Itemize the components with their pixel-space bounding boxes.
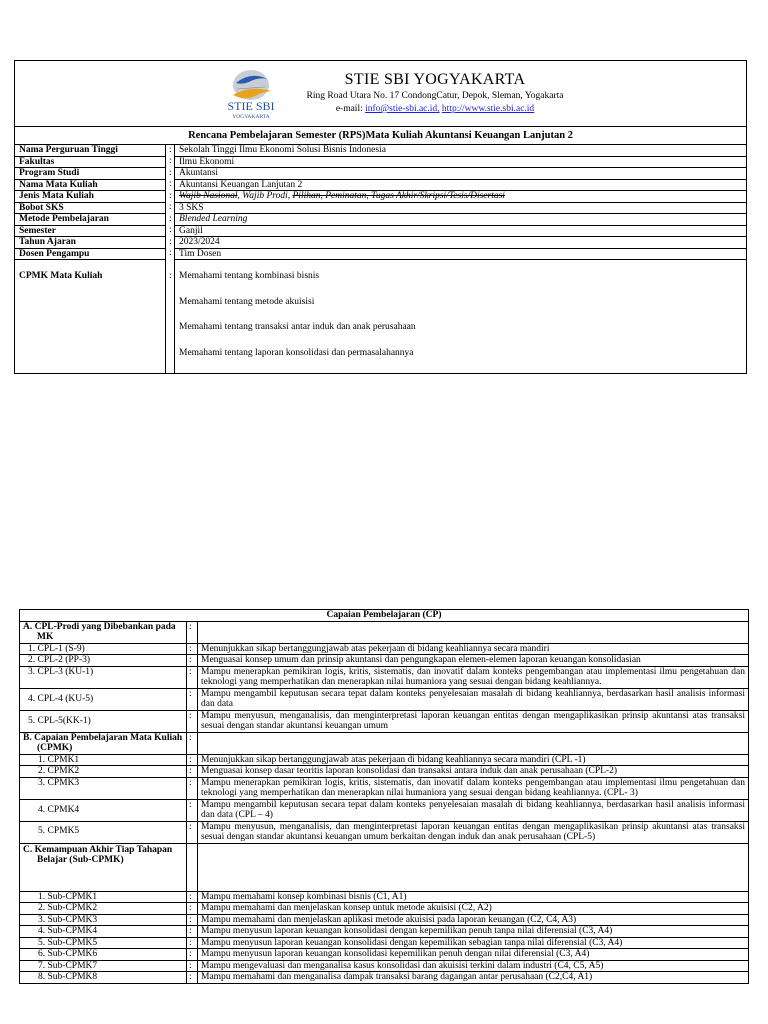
- course-type-struck: Pilihan, Peminatan, Tugas Akhir/Skripsi/Tesis/Disertasi: [292, 191, 505, 201]
- svg-text:YOGYAKARTA: YOGYAKARTA: [232, 114, 270, 120]
- cpmk-row: [20, 777, 749, 799]
- colon: :: [166, 214, 175, 226]
- info-value: Akuntansi: [175, 168, 747, 180]
- colon: :: [166, 179, 175, 191]
- sub-cpmk-label: 5. Sub-CPMK5: [20, 937, 187, 949]
- sub-cpmk-row: [20, 937, 749, 949]
- sub-cpmk-row: [20, 926, 749, 938]
- colon: :: [166, 248, 175, 260]
- section-row: [20, 732, 749, 754]
- cpmk-text: Mampu menyusun, menganalisis, dan menginterpretasi laporan keuangan entitas dengan mengaplikasikan prinsip akuntansi atas transaksi sesuai dengan standar akuntansi keuangan umum berkaitan dengan induk dan anak perusahaan (CPL-5): [198, 821, 749, 843]
- cpmk-label: 2. CPMK2: [20, 766, 187, 778]
- cp-heading: Capaian Pembelajaran (CP): [20, 610, 749, 622]
- sub-cpmk-label: 7. Sub-CPMK7: [20, 960, 187, 972]
- info-value: Sekolah Tinggi Ilmu Ekonomi Solusi Bisnis Indonesia: [175, 145, 747, 156]
- sub-cpmk-text: Mampu mengevaluasi dan menganalisa kasus konsolidasi dan akuisisi terkini dalam industri (C4, C5, A5): [198, 960, 749, 972]
- svg-text:STIE SBI: STIE SBI: [227, 99, 275, 113]
- colon: :: [166, 156, 175, 168]
- cpl-row: [20, 688, 749, 710]
- info-row: [15, 191, 746, 203]
- email-label: e-mail:: [335, 104, 363, 114]
- cpl-text: Menguasai konsep umum dan prinsip akuntansi dan pengungkapan elemen-elemen laporan keuangan konsolidasian: [198, 655, 749, 667]
- cpl-text: Menunjukkan sikap bertanggungjawab atas pekerjaan di bidang keahliannya secara mandiri: [198, 643, 749, 655]
- cpmk-mk-list: [175, 260, 747, 374]
- learning-outcomes-table: [19, 609, 749, 984]
- info-row: [15, 248, 746, 260]
- cpl-text: Mampu menerapkan pemikiran logis, kritis, sistematis, dan inovatif dalam konteks pengembangan atau implementasi ilmu pengetahuan dan teknologi yang memperhatikan dan menerapkan nilai humaniora yang sesuai dengan bidang keahliannya.: [198, 666, 749, 688]
- section-a-title: A. CPL-Prodi yang Dibebankan pada MK: [20, 621, 187, 643]
- sub-cpmk-text: Mampu menyusun laporan keuangan konsolidasi dengan kepemilikan sebagian tanpa nilai diferensial (C3, A4): [198, 937, 749, 949]
- info-key: Nama Mata Kuliah: [15, 179, 166, 191]
- school-name: STIE SBI YOGYAKARTA: [344, 71, 526, 88]
- info-value: 2023/2024: [175, 237, 747, 249]
- cpmk-label: 3. CPMK3: [20, 777, 187, 799]
- course-type-selected: , Wajib Prodi,: [237, 191, 293, 201]
- cpmk-label: 5. CPMK5: [20, 821, 187, 843]
- sub-cpmk-text: Mampu memahami dan menjelaskan aplikasi metode akuisisi pada laporan keuangan (C2, C4, A3): [198, 914, 749, 926]
- section-row: [20, 621, 749, 643]
- info-row: [15, 237, 746, 249]
- colon: :: [187, 914, 198, 926]
- website-link[interactable]: http://www.stie.sbi.ac.id: [441, 104, 535, 114]
- info-key: Nama Perguruan Tinggi: [15, 145, 166, 156]
- sub-cpmk-row: [20, 960, 749, 972]
- colon: :: [166, 260, 175, 374]
- colon: :: [187, 710, 198, 732]
- cpmk-mk-item: Memahami tentang laporan konsolidasi dan permasalahannya: [179, 347, 414, 358]
- cpl-text: Mampu menyusun, menganalisis, dan menginterpretasi laporan keuangan entitas dengan mengaplikasikan prinsip akuntansi atas transaksi sesuai dengan standar akuntansi keuangan umum: [198, 710, 749, 732]
- sub-cpmk-label: 1. Sub-CPMK1: [20, 891, 187, 903]
- course-info-table: [15, 145, 746, 373]
- sub-cpmk-row: [20, 914, 749, 926]
- cpmk-mk-item: Memahami tentang metode akuisisi: [179, 296, 315, 307]
- colon: :: [187, 821, 198, 843]
- info-key: Semester: [15, 225, 166, 237]
- info-key: Program Studi: [15, 168, 166, 180]
- colon: :: [187, 949, 198, 961]
- cpl-row: [20, 655, 749, 667]
- info-row: [15, 225, 746, 237]
- stie-sbi-logo: [215, 65, 287, 123]
- colon: :: [187, 621, 198, 643]
- cpmk-text: Mampu mengambil keputusan secara tepat dalam konteks penyelesaian masalah di bidang keahliannya, berdasarkan hasil analisis informasi dan data (CPL – 4): [198, 799, 749, 821]
- info-row: [15, 214, 746, 226]
- sub-cpmk-label: 3. Sub-CPMK3: [20, 914, 187, 926]
- sub-cpmk-label: 4. Sub-CPMK4: [20, 926, 187, 938]
- info-value: Ilmu Ekonomi: [175, 156, 747, 168]
- info-row: [15, 156, 746, 168]
- info-value: Akuntansi Keuangan Lanjutan 2: [175, 179, 747, 191]
- colon: :: [187, 655, 198, 667]
- cpl-label: 4. CPL-4 (KU-5): [20, 688, 187, 710]
- sub-cpmk-label: 2. Sub-CPMK2: [20, 903, 187, 915]
- sub-cpmk-label: 6. Sub-CPMK6: [20, 949, 187, 961]
- section-row: [20, 843, 749, 891]
- colon: :: [187, 972, 198, 984]
- sub-cpmk-label: 8. Sub-CPMK8: [20, 972, 187, 984]
- info-value: Blended Learning: [175, 214, 747, 226]
- colon: :: [166, 191, 175, 203]
- sub-cpmk-text: Mampu memahami konsep kombinasi bisnis (C1, A1): [198, 891, 749, 903]
- colon: :: [187, 937, 198, 949]
- cpmk-text: Mampu menerapkan pemikiran logis, kritis, sistematis, dan inovatif dalam konteks pengembangan atau implementasi ilmu pengetahuan dan teknologi yang memperhatikan dan menerapkan nilai humaniora yang sesuai dengan bidang keahliannya. (CPL- 3): [198, 777, 749, 799]
- sub-cpmk-row: [20, 972, 749, 984]
- school-contact: [285, 103, 585, 115]
- info-key: Fakultas: [15, 156, 166, 168]
- cpmk-row: [20, 754, 749, 766]
- rps-header-table: [14, 60, 747, 374]
- info-key: Jenis Mata Kuliah: [15, 191, 166, 203]
- cpmk-row: [20, 821, 749, 843]
- document-title: Rencana Pembelajaran Semester (RPS)Mata Kuliah Akuntansi Keuangan Lanjutan 2: [15, 127, 746, 145]
- course-type-struck: Wajib Nasional: [179, 191, 238, 201]
- info-key: Tahun Ajaran: [15, 237, 166, 249]
- institution-header: [15, 61, 746, 127]
- info-value: Ganjil: [175, 225, 747, 237]
- colon: :: [187, 688, 198, 710]
- cpmk-text: Menunjukkan sikap bertanggungjawab atas pekerjaan di bidang keahliannya secara mandiri (CPL -1): [198, 754, 749, 766]
- cpl-label: 2. CPL-2 (PP-3): [20, 655, 187, 667]
- colon: :: [187, 666, 198, 688]
- colon: :: [187, 799, 198, 821]
- cpmk-label: 1. CPMK1: [20, 754, 187, 766]
- sub-cpmk-text: Mampu memahami dan menjelaskan konsep untuk metode akuisisi (C2, A2): [198, 903, 749, 915]
- sub-cpmk-text: Mampu memahami dan menganalisa dampak transaksi barang dagangan antar perusahaan (C2,C4, A1): [198, 972, 749, 984]
- cpl-text: Mampu mengambil keputusan secara tepat dalam konteks penyelesaian masalah di bidang keahliannya, berdasarkan hasil analisis informasi dan data: [198, 688, 749, 710]
- info-row: [15, 168, 746, 180]
- colon: :: [187, 926, 198, 938]
- colon: :: [187, 643, 198, 655]
- cp-heading-row: [20, 610, 749, 622]
- colon: :: [166, 225, 175, 237]
- cpmk-label: 4. CPMK4: [20, 799, 187, 821]
- colon: :: [187, 754, 198, 766]
- cpmk-mk-item: Memahami tentang transaksi antar induk dan anak perusahaan: [179, 322, 416, 332]
- info-key: Bobot SKS: [15, 202, 166, 214]
- info-row: [15, 202, 746, 214]
- colon: :: [187, 732, 198, 754]
- colon: :: [187, 766, 198, 778]
- info-key: CPMK Mata Kuliah: [15, 260, 166, 374]
- school-address: Ring Road Utara No. 17 CondongCatur, Depok, Sleman, Yogakarta: [306, 91, 564, 101]
- cpmk-mk-item: Memahami tentang kombinasi bisnis: [179, 271, 320, 281]
- cpl-label: 3. CPL-3 (KU-1): [20, 666, 187, 688]
- email-link[interactable]: info@stie-sbi.ac.id,: [365, 104, 440, 114]
- colon: :: [187, 960, 198, 972]
- colon: :: [166, 145, 175, 156]
- cpl-label: 5. CPL-5(KK-1): [20, 710, 187, 732]
- info-key: Dosen Pengampu: [15, 248, 166, 260]
- cpmk-mk-row: [15, 260, 746, 374]
- info-row: [15, 145, 746, 156]
- colon: :: [166, 168, 175, 180]
- info-value: 3 SKS: [175, 202, 747, 214]
- colon: :: [187, 891, 198, 903]
- colon: :: [187, 777, 198, 799]
- cpl-row: [20, 666, 749, 688]
- sub-cpmk-text: Mampu menyusun laporan keuangan konsolidasi dengan kepemilikan penuh tanpa nilai diferensial (C3, A4): [198, 926, 749, 938]
- section-b-title: B. Capaian Pembelajaran Mata Kuliah (CPMK): [20, 732, 187, 754]
- institution-block: [285, 71, 585, 115]
- info-key: Metode Pembelajaran: [15, 214, 166, 226]
- info-value: Tim Dosen: [175, 248, 747, 260]
- info-value: [175, 191, 747, 203]
- section-c-title: C. Kemampuan Akhir Tiap Tahapan Belajar (Sub-CPMK): [20, 843, 187, 891]
- cpmk-text: Menguasai konsep dasar teoritis laporan konsolidasi dan transaksi antara induk dan anak perusahaan (CPL-2): [198, 766, 749, 778]
- colon: :: [166, 202, 175, 214]
- colon: :: [166, 237, 175, 249]
- cpmk-row: [20, 766, 749, 778]
- cpl-row: [20, 643, 749, 655]
- cpl-label: 1. CPL-1 (S-9): [20, 643, 187, 655]
- sub-cpmk-row: [20, 891, 749, 903]
- info-row: [15, 179, 746, 191]
- sub-cpmk-text: Mampu menyusun laporan keuangan konsolidasi kepemilikan penuh dengan nilai diferensial (C3, A4): [198, 949, 749, 961]
- cpl-row: [20, 710, 749, 732]
- sub-cpmk-row: [20, 949, 749, 961]
- cpmk-row: [20, 799, 749, 821]
- colon: :: [187, 903, 198, 915]
- sub-cpmk-row: [20, 903, 749, 915]
